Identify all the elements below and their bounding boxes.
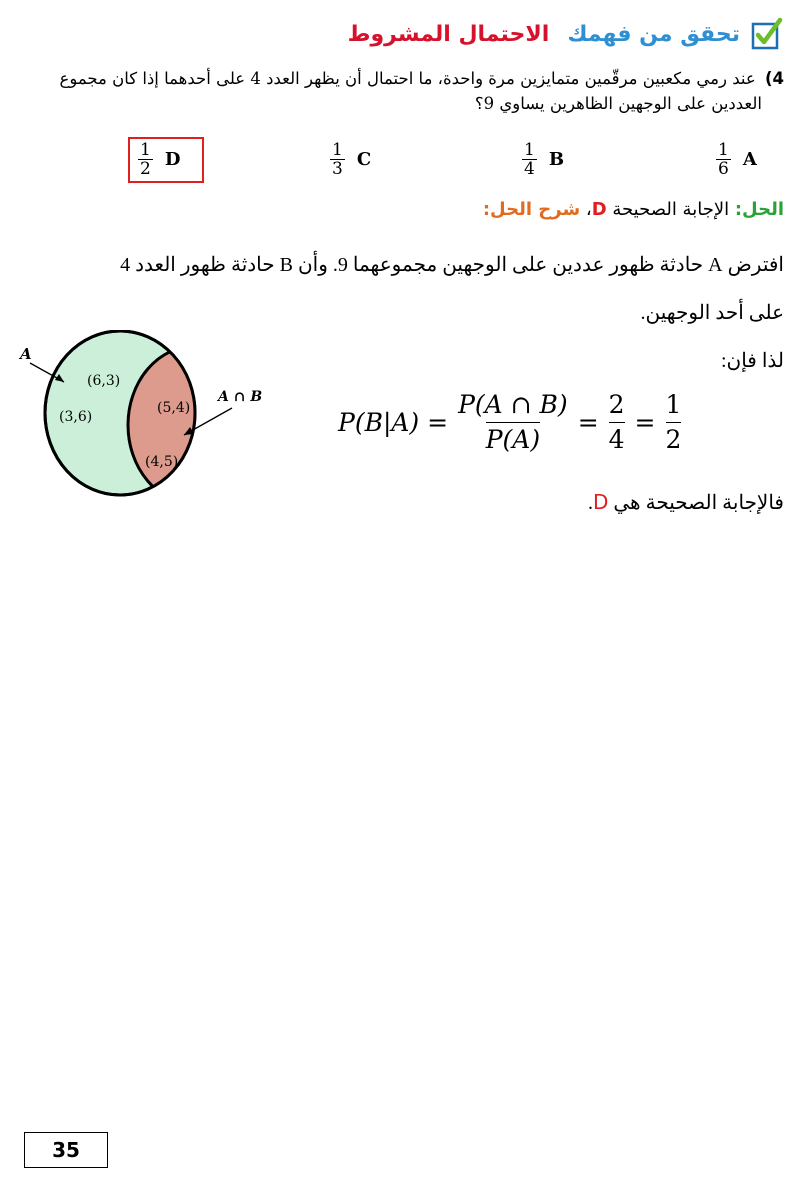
header-title: الاحتمال المشروط: [347, 21, 550, 47]
formula-den1: P(A): [486, 422, 540, 457]
conclusion-line: [588, 490, 784, 515]
venn-outcome-4-5: (4,5): [145, 454, 179, 470]
solution-separator: ،: [585, 199, 592, 220]
venn-label-a: A: [20, 345, 32, 363]
explanation-line3: لذا فإن:: [720, 350, 784, 372]
option-b: [522, 135, 564, 183]
option-b-numerator: 1: [524, 139, 535, 160]
option-a-denominator: 6: [718, 158, 729, 179]
conclusion-letter: D: [592, 490, 609, 514]
option-d-numerator: 1: [140, 139, 151, 160]
solution-explain-label: شرح الحل:: [482, 199, 581, 220]
option-c-letter: C: [356, 148, 372, 170]
solution-answer-letter: D: [591, 199, 607, 220]
checkbox-check-icon: [750, 17, 784, 51]
page-number: 35: [24, 1132, 108, 1168]
formula-lhs: P(B|A) =: [338, 408, 449, 437]
formula-num3: 1: [665, 390, 682, 419]
venn-outcome-5-4: (5,4): [157, 400, 191, 416]
option-c-numerator: 1: [332, 139, 343, 160]
question-text-line2: العددين على الوجهين الظاهرين يساوي 9؟: [474, 94, 762, 113]
formula-eq2: =: [634, 408, 656, 437]
option-a-fraction: [716, 141, 731, 178]
question-line1-text: عند رمي مكعبين مرقّمين متمايزين مرة واحدة، ما احتمال أن يظهر العدد 4 على أحدهما إذا كان مجموع: [59, 69, 756, 88]
option-a-numerator: 1: [718, 139, 729, 160]
explanation-line2: على أحد الوجهين.: [640, 302, 784, 324]
option-a-letter: A: [742, 148, 757, 170]
formula-num1: P(A ∩ B): [458, 390, 568, 419]
formula-fraction-3: [666, 388, 682, 457]
section-header: [348, 14, 784, 54]
formula-fraction-2: [609, 388, 625, 457]
option-a: [716, 135, 757, 183]
option-c-fraction: [330, 141, 345, 178]
conclusion-text: فالإجابة الصحيحة هي: [613, 492, 784, 514]
option-b-denominator: 4: [524, 158, 535, 179]
formula-fraction-1: [458, 388, 568, 457]
venn-diagram: [0, 330, 280, 510]
question-number: 4): [764, 69, 784, 88]
solution-label: الحل:: [734, 199, 784, 220]
venn-outcome-3-6: (3,6): [59, 409, 93, 425]
venn-outcome-6-3: (6,3): [87, 373, 121, 389]
explanation-line1: افترض A حادثة ظهور عددين على الوجهين مجموعهما 9. وأن B حادثة ظهور العدد 4: [120, 254, 784, 276]
solution-answer-text: الإجابة الصحيحة: [612, 199, 730, 220]
correct-answer-highlight-box: [128, 137, 204, 183]
question-text-line1: [16, 69, 784, 88]
option-b-letter: B: [548, 148, 565, 170]
formula-num2: 2: [608, 390, 625, 419]
option-c: [330, 135, 371, 183]
solution-line: [483, 199, 784, 220]
venn-label-intersection: A ∩ B: [218, 389, 263, 405]
option-d-letter: D: [164, 148, 181, 170]
formula-eq1: =: [577, 408, 599, 437]
header-label: تحقق من فهمك: [567, 21, 740, 47]
option-b-fraction: [522, 141, 537, 178]
formula-den3: 2: [666, 422, 682, 457]
option-c-denominator: 3: [332, 158, 343, 179]
conclusion-end: .: [587, 492, 593, 514]
option-d-denominator: 2: [140, 158, 151, 179]
conditional-probability-formula: [338, 388, 681, 457]
formula-den2: 4: [609, 422, 625, 457]
